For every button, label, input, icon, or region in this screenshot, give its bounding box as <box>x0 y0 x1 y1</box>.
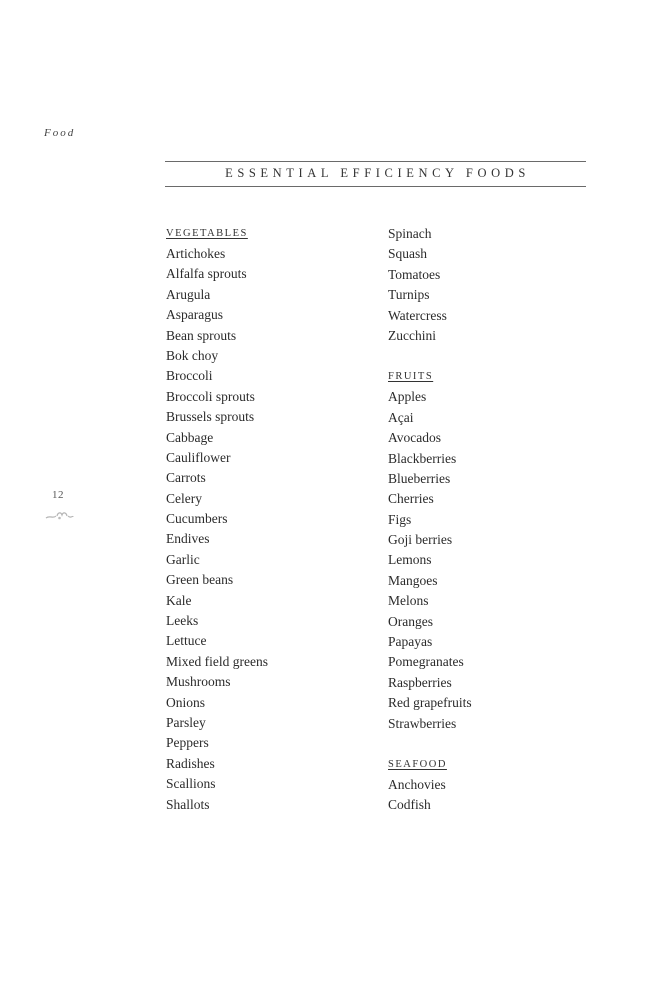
seafood-list <box>388 775 472 816</box>
list-item: Broccoli sprouts <box>166 388 255 404</box>
section-heading-seafood: SEAFOOD <box>388 758 447 770</box>
list-item: Pomegranates <box>388 654 464 670</box>
page-number: 12 <box>52 489 64 501</box>
list-item: Cabbage <box>166 429 214 445</box>
page-title-rule-box <box>165 161 586 187</box>
list-item: Alfalfa sprouts <box>166 266 247 282</box>
list-item: Endives <box>166 531 210 547</box>
list-item: Lemons <box>388 552 432 568</box>
list-item: Cauliflower <box>166 449 231 465</box>
list-item: Zucchini <box>388 327 436 343</box>
list-item: Scallions <box>166 776 216 792</box>
list-item: Raspberries <box>388 674 452 690</box>
list-item: Oranges <box>388 613 433 629</box>
list-item: Bean sprouts <box>166 327 237 343</box>
fleuron-ornament-icon <box>44 509 74 523</box>
list-item: Mixed field greens <box>166 653 268 669</box>
vegetables-list <box>166 244 268 815</box>
list-item: Brussels sprouts <box>166 409 255 425</box>
section-heading-fruits: FRUITS <box>388 371 434 383</box>
list-item: Watercress <box>388 307 447 323</box>
fruits-list <box>388 387 472 734</box>
list-item: Goji berries <box>388 532 453 548</box>
list-item: Codfish <box>388 797 431 813</box>
running-head: Food <box>44 127 76 139</box>
list-item: Figs <box>388 511 412 527</box>
list-item: Cucumbers <box>166 511 228 527</box>
list-item: Bok choy <box>166 347 219 363</box>
list-item: Carrots <box>166 470 206 486</box>
page-title: ESSENTIAL EFFICIENCY FOODS <box>225 166 530 180</box>
list-item: Onions <box>166 694 206 710</box>
list-item: Red grapefruits <box>388 695 472 711</box>
list-item: Parsley <box>166 714 206 730</box>
list-item: Apples <box>388 389 427 405</box>
list-item: Garlic <box>166 551 200 567</box>
list-item: Açai <box>388 409 414 425</box>
list-item: Green beans <box>166 572 234 588</box>
list-item: Mushrooms <box>166 674 231 690</box>
list-item: Spinach <box>388 226 432 241</box>
column-left <box>166 224 268 815</box>
list-item: Anchovies <box>388 776 446 792</box>
list-item: Kale <box>166 592 192 608</box>
list-item: Peppers <box>166 735 209 751</box>
list-item: Lettuce <box>166 633 207 649</box>
list-item: Melons <box>388 593 429 609</box>
list-item: Cherries <box>388 491 434 507</box>
list-item: Arugula <box>166 286 211 302</box>
vegetables-continued-list <box>388 224 472 346</box>
list-item: Artichokes <box>166 246 226 261</box>
list-item: Broccoli <box>166 368 213 384</box>
list-item: Leeks <box>166 613 199 629</box>
list-item: Celery <box>166 490 202 506</box>
list-item: Shallots <box>166 796 210 812</box>
list-item: Radishes <box>166 755 215 771</box>
list-item: Blackberries <box>388 450 457 466</box>
section-heading-vegetables: VEGETABLES <box>166 228 248 239</box>
list-item: Mangoes <box>388 572 438 588</box>
list-item: Papayas <box>388 634 433 650</box>
list-item: Avocados <box>388 430 441 446</box>
list-item: Blueberries <box>388 470 451 486</box>
list-item: Strawberries <box>388 715 457 731</box>
list-item: Asparagus <box>166 307 223 323</box>
list-item: Tomatoes <box>388 266 441 282</box>
list-item: Squash <box>388 246 428 262</box>
list-item: Turnips <box>388 287 430 303</box>
column-right <box>388 224 472 816</box>
